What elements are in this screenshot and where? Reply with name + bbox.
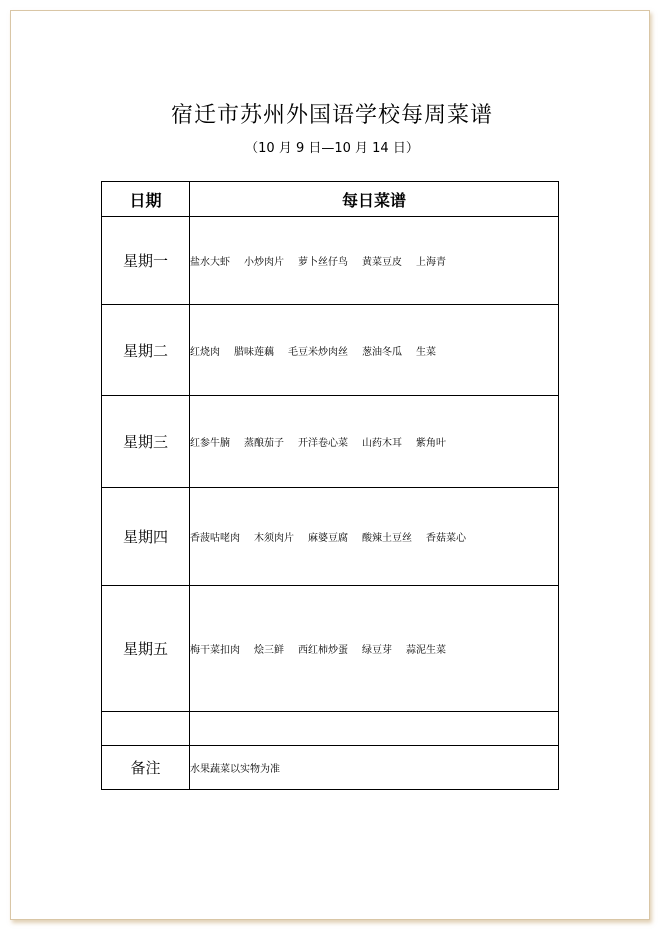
dish: 上海青 xyxy=(416,257,446,268)
dish: 黄菜豆皮 xyxy=(362,257,402,268)
header-date: 日期 xyxy=(102,182,190,217)
dish: 葱油冬瓜 xyxy=(362,346,402,358)
table-header-row xyxy=(102,182,559,217)
dish: 紫角叶 xyxy=(416,438,446,449)
dishes-monday xyxy=(190,217,559,305)
table-row xyxy=(102,488,559,586)
dish: 盐水大虾 xyxy=(190,257,230,268)
empty-cell xyxy=(102,712,190,746)
table-row xyxy=(102,396,559,488)
table-row xyxy=(102,586,559,712)
note-text: 水果蔬菜以实物为准 xyxy=(190,746,559,790)
dish: 梅干菜扣肉 xyxy=(190,645,240,656)
dish: 小炒肉片 xyxy=(244,257,284,268)
dish: 西红柿炒蛋 xyxy=(298,645,348,656)
dish: 酸辣土豆丝 xyxy=(362,533,412,544)
day-thursday: 星期四 xyxy=(102,488,190,586)
dish: 香菠咕咾肉 xyxy=(190,533,240,544)
dish: 蒸酿茄子 xyxy=(244,438,284,449)
dish: 麻婆豆腐 xyxy=(308,533,348,544)
note-label: 备注 xyxy=(102,746,190,790)
day-monday: 星期一 xyxy=(102,217,190,305)
table-row xyxy=(102,217,559,305)
dishes-wednesday xyxy=(190,396,559,488)
weekly-menu-table xyxy=(101,181,559,790)
dish: 开洋卷心菜 xyxy=(298,438,348,449)
empty-row xyxy=(102,712,559,746)
dish: 红烧肉 xyxy=(190,346,220,358)
dish: 萝卜丝仔鸟 xyxy=(298,257,348,268)
dish: 生菜 xyxy=(416,346,436,358)
dish: 山药木耳 xyxy=(362,438,402,449)
dish: 腊味莲藕 xyxy=(234,346,274,358)
dish: 毛豆米炒肉丝 xyxy=(288,346,348,358)
document-title: 宿迁市苏州外国语学校每周菜谱 xyxy=(170,103,493,128)
dishes-thursday xyxy=(190,488,559,586)
dish: 绿豆芽 xyxy=(362,645,392,656)
dish: 红参牛腩 xyxy=(190,438,230,449)
dish: 蒜泥生菜 xyxy=(406,645,446,656)
day-tuesday: 星期二 xyxy=(102,305,190,396)
day-friday: 星期五 xyxy=(102,586,190,712)
dishes-friday xyxy=(190,586,559,712)
dish: 香菇菜心 xyxy=(426,533,466,544)
day-wednesday: 星期三 xyxy=(102,396,190,488)
dish: 木须肉片 xyxy=(254,533,294,544)
empty-cell xyxy=(190,712,559,746)
table-row xyxy=(102,305,559,396)
date-range: （10 月 9 日—10 月 14 日） xyxy=(245,141,419,156)
dishes-tuesday xyxy=(190,305,559,396)
note-row xyxy=(102,746,559,790)
header-daily-menu: 每日菜谱 xyxy=(190,182,559,217)
dish: 烩三鲜 xyxy=(254,645,284,656)
